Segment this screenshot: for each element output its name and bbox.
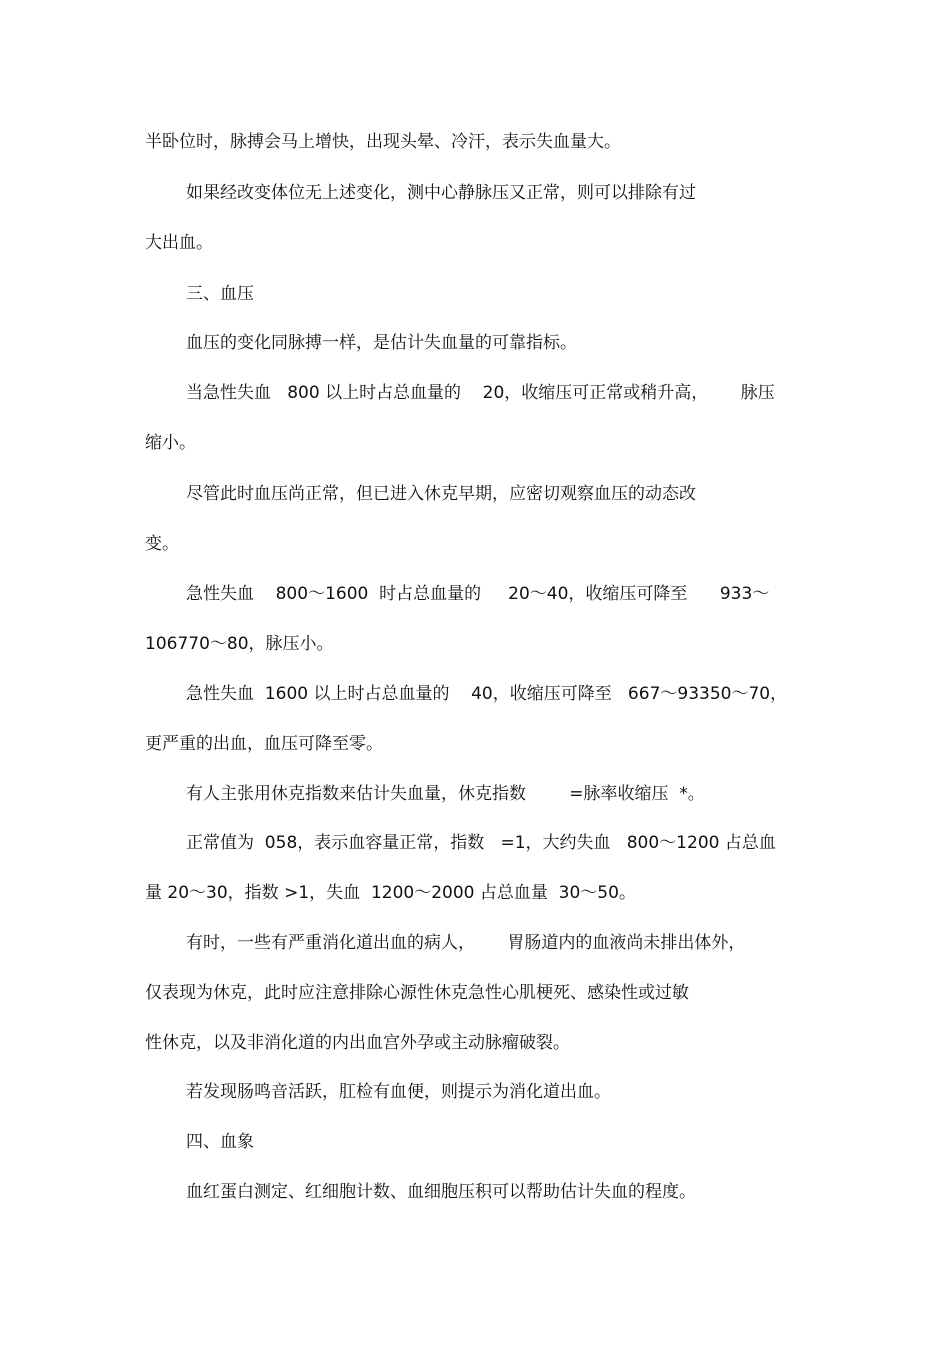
text-line-9: 变。 xyxy=(145,534,179,554)
text-line-12: 急性失血 1600 以上时占总血量的 40，收缩压可降至 667～93350～70， xyxy=(186,684,788,704)
text-line-2: 如果经改变体位无上述变化，测中心静脉压又正常，则可以排除有过 xyxy=(186,183,696,203)
text-line-11: 106770～80，脉压小。 xyxy=(145,634,334,654)
text-line-22: 血红蛋白测定、红细胞计数、血细胞压积可以帮助估计失血的程度。 xyxy=(186,1182,696,1202)
text-line-18: 仅表现为休克，此时应注意排除心源性休克急性心肌梗死、感染性或过敏 xyxy=(145,983,689,1003)
text-line-5: 血压的变化同脉搏一样，是估计失血量的可靠指标。 xyxy=(186,333,577,353)
text-line-3: 大出血。 xyxy=(145,233,213,253)
text-line-7: 缩小。 xyxy=(145,433,196,453)
text-line-19: 性休克，以及非消化道的内出血宫外孕或主动脉瘤破裂。 xyxy=(145,1033,570,1053)
text-line-1: 半卧位时，脉搏会马上增快，出现头晕、冷汗，表示失血量大。 xyxy=(145,132,621,152)
text-line-13: 更严重的出血，血压可降至零。 xyxy=(145,734,383,754)
section-heading-blood-pressure: 三、血压 xyxy=(186,284,254,304)
text-line-6: 当急性失血 800 以上时占总血量的 20，收缩压可正常或稍升高， 脉压 xyxy=(186,383,775,403)
text-line-8: 尽管此时血压尚正常，但已进入休克早期，应密切观察血压的动态改 xyxy=(186,484,696,504)
text-line-17: 有时，一些有严重消化道出血的病人， 胃肠道内的血液尚未排出体外， xyxy=(186,933,746,953)
text-line-10: 急性失血 800～1600 时占总血量的 20～40，收缩压可降至 933～ xyxy=(186,584,770,604)
section-heading-blood-picture: 四、血象 xyxy=(186,1132,254,1152)
text-line-15: 正常值为 058，表示血容量正常，指数 =1，大约失血 800～1200 占总血 xyxy=(186,833,776,853)
text-line-20: 若发现肠鸣音活跃，肛检有血便，则提示为消化道出血。 xyxy=(186,1082,611,1102)
text-line-14: 有人主张用休克指数来估计失血量，休克指数 =脉率收缩压 *。 xyxy=(186,784,705,804)
text-line-16: 量 20～30，指数 >1，失血 1200～2000 占总血量 30～50。 xyxy=(145,883,636,903)
